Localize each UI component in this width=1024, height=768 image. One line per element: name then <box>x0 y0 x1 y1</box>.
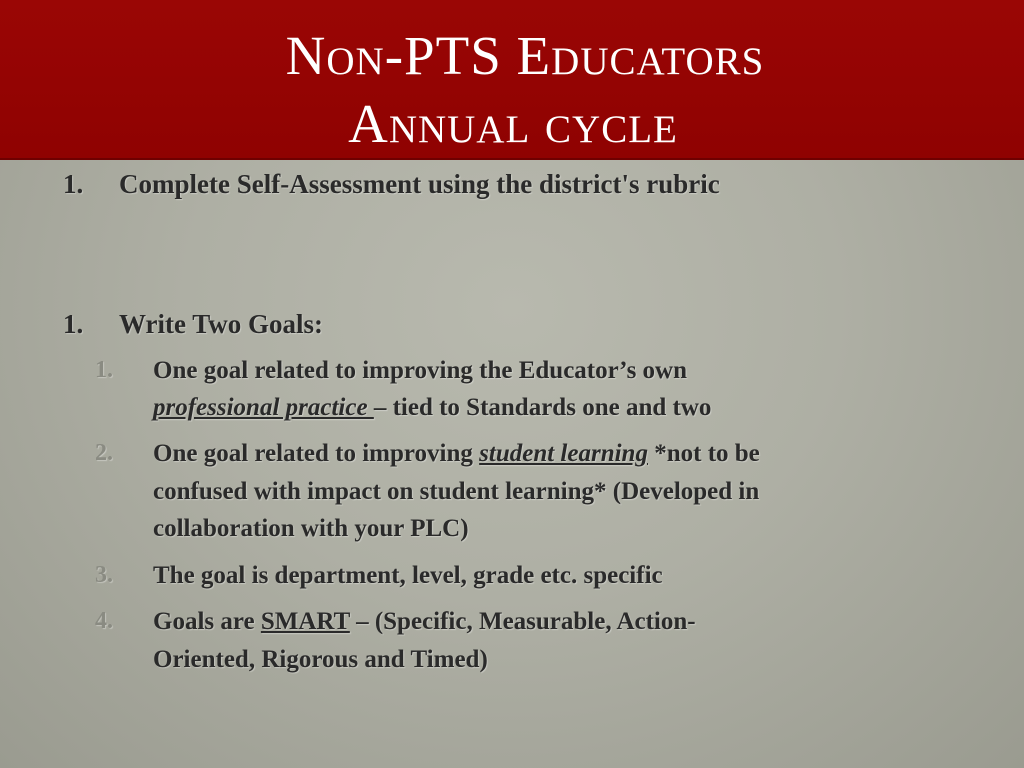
sub-item-text: Oriented, Rigorous and Timed) <box>153 646 488 673</box>
sub-item-number: 4. <box>95 608 113 634</box>
sub-item-number: 3. <box>95 562 113 588</box>
sub-item-text: collaboration with your PLC) <box>153 515 469 542</box>
sub-item-text: One goal related to improving the Educator’s own <box>153 357 688 384</box>
sub-item-text-before: Goals are <box>153 608 261 635</box>
sub-item-text <box>153 435 760 472</box>
sub-item-text-after: *not to be <box>647 440 760 467</box>
slide-title-line-2: Annual cycle <box>348 93 678 154</box>
sub-item-text <box>153 389 711 426</box>
sub-item-number: 1. <box>95 357 113 383</box>
emphasis-professional-practice: professional practice <box>153 394 374 421</box>
emphasis-student-learning: student learning <box>479 440 648 467</box>
title-bar <box>0 0 1024 160</box>
sub-item-text <box>153 603 696 640</box>
sub-item-text: confused with impact on student learning* (Developed in <box>153 478 760 505</box>
sub-item-number: 2. <box>95 440 113 466</box>
list-item-text: Write Two Goals: <box>119 309 323 339</box>
list-item-number: 1. <box>63 169 84 199</box>
slide-title-line-1: Non-PTS Educators <box>285 25 765 86</box>
sub-item-text-rest: – tied to Standards one and two <box>373 394 712 421</box>
sub-item-text-before: One goal related to improving <box>153 440 480 467</box>
list-item-text: Complete Self-Assessment using the district's rubric <box>119 169 720 199</box>
sub-item-text: The goal is department, level, grade etc. specific <box>153 562 663 589</box>
emphasis-smart: SMART <box>260 608 350 635</box>
sub-item-text-after: – (Specific, Measurable, Action- <box>349 608 696 635</box>
list-item-number: 1. <box>63 309 84 339</box>
